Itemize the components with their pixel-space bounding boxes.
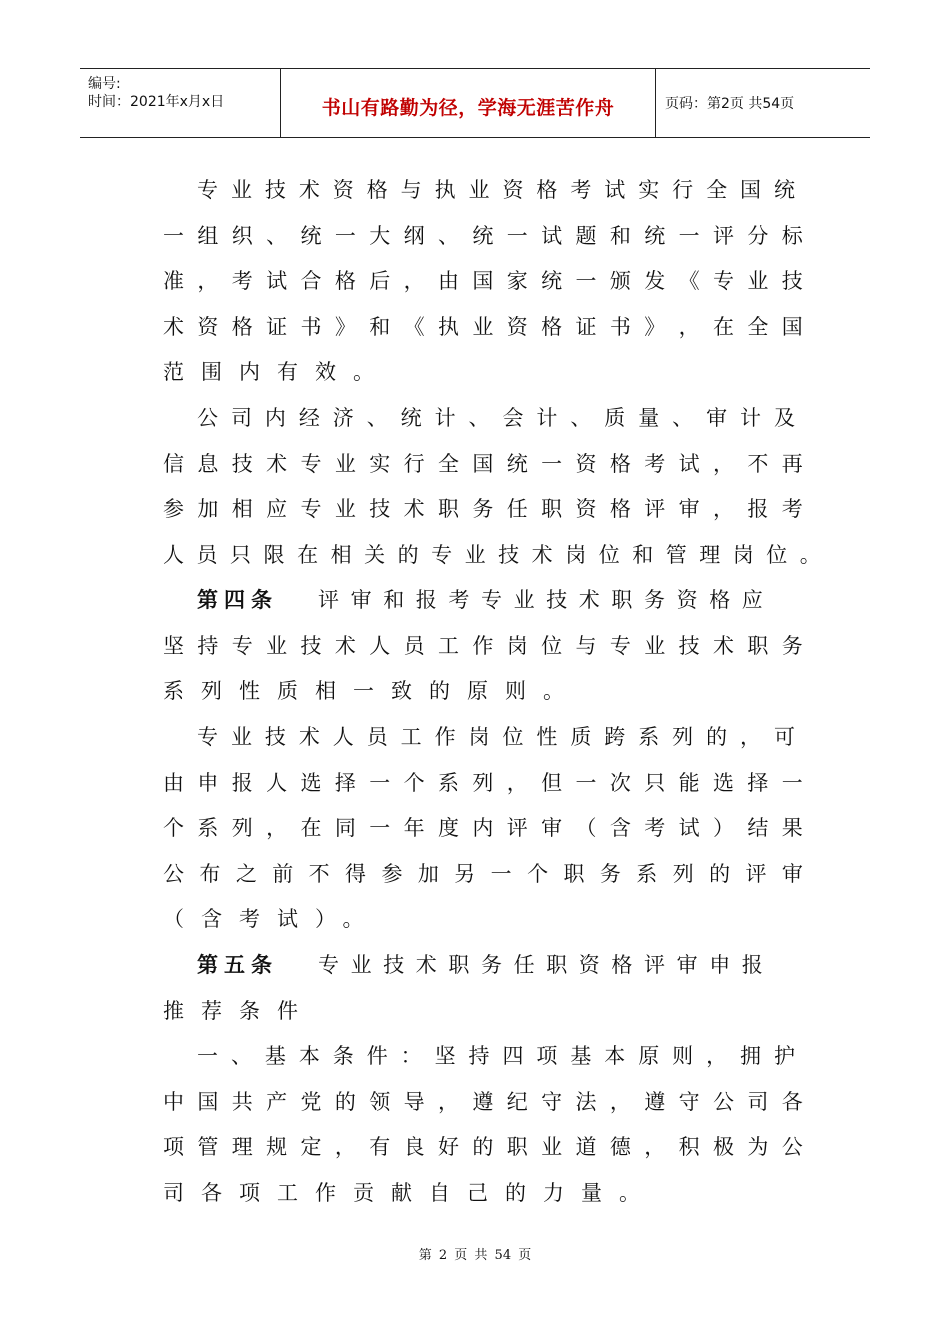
body-line: 专 业 技 术 人 员 工 作 岗 位 性 质 跨 系 列 的 ， 可	[197, 725, 795, 749]
body-line: 个 系 列 ， 在 同 一 年 度 内 评 审 （ 含 考 试 ） 结 果	[163, 816, 803, 840]
body-line: 司各项工作贡献自己的力量。	[163, 1181, 657, 1205]
header-page-cell	[655, 69, 870, 137]
article-5-heading: 第五条	[197, 952, 278, 977]
article-5-text: 专业技术职务任职资格评审申报	[318, 953, 775, 977]
header-meta-cell	[80, 69, 280, 137]
article-5-line	[197, 945, 795, 985]
header-motto: 书山有路勤为径，学海无涯苦作舟	[321, 97, 615, 119]
body-line: 准 ， 考 试 合 格 后 ， 由 国 家 统 一 颁 发 《 专 业 技	[163, 269, 803, 293]
header-page-info: 页码：第2页 共54页	[665, 96, 795, 112]
article-4-line	[197, 580, 795, 620]
body-line: 人 员 只 限 在 相 关 的 专 业 技 术 岗 位 和 管 理 岗 位 。	[163, 543, 821, 567]
document-time-label: 时间：2021年x月x日	[88, 94, 225, 110]
article-4-heading: 第四条	[197, 587, 278, 612]
body-line: 由 申 报 人 选 择 一 个 系 列 ， 但 一 次 只 能 选 择 一	[163, 771, 803, 795]
body-line: 范围内有效。	[163, 360, 391, 384]
header-motto-cell	[280, 69, 656, 137]
body-line: 信 息 技 术 专 业 实 行 全 国 统 一 资 格 考 试 ， 不 再	[163, 452, 803, 476]
article-4-text: 评审和报考专业技术职务资格应	[318, 588, 775, 612]
body-line: 项 管 理 规 定 ， 有 良 好 的 职 业 道 德 ， 积 极 为 公	[163, 1135, 803, 1159]
document-header	[80, 68, 870, 138]
body-line: 中 国 共 产 党 的 领 导 ， 遵 纪 守 法 ， 遵 守 公 司 各	[163, 1090, 803, 1114]
body-line: 推荐条件	[163, 999, 315, 1023]
body-line: 系列性质相一致的原则。	[163, 679, 581, 703]
body-line: 公 司 内 经 济 、 统 计 、 会 计 、 质 量 、 审 计 及	[197, 406, 795, 430]
body-line: 公 布 之 前 不 得 参 加 另 一 个 职 务 系 列 的 评 审	[163, 862, 803, 886]
document-number-label: 编号:	[88, 76, 121, 92]
page-footer: 第 2 页 共 54 页	[418, 1248, 532, 1263]
body-line: 专 业 技 术 资 格 与 执 业 资 格 考 试 实 行 全 国 统	[197, 178, 795, 202]
body-line: 参 加 相 应 专 业 技 术 职 务 任 职 资 格 评 审 ， 报 考	[163, 497, 803, 521]
body-line: 术 资 格 证 书 》 和 《 执 业 资 格 证 书 》 ， 在 全 国	[163, 315, 803, 339]
body-line: 坚 持 专 业 技 术 人 员 工 作 岗 位 与 专 业 技 术 职 务	[163, 634, 803, 658]
body-line: 一 、 基 本 条 件 ： 坚 持 四 项 基 本 原 则 ， 拥 护	[197, 1044, 795, 1068]
body-line: （含考试）。	[163, 907, 381, 931]
body-line: 一 组 织 、 统 一 大 纲 、 统 一 试 题 和 统 一 评 分 标	[163, 224, 803, 248]
